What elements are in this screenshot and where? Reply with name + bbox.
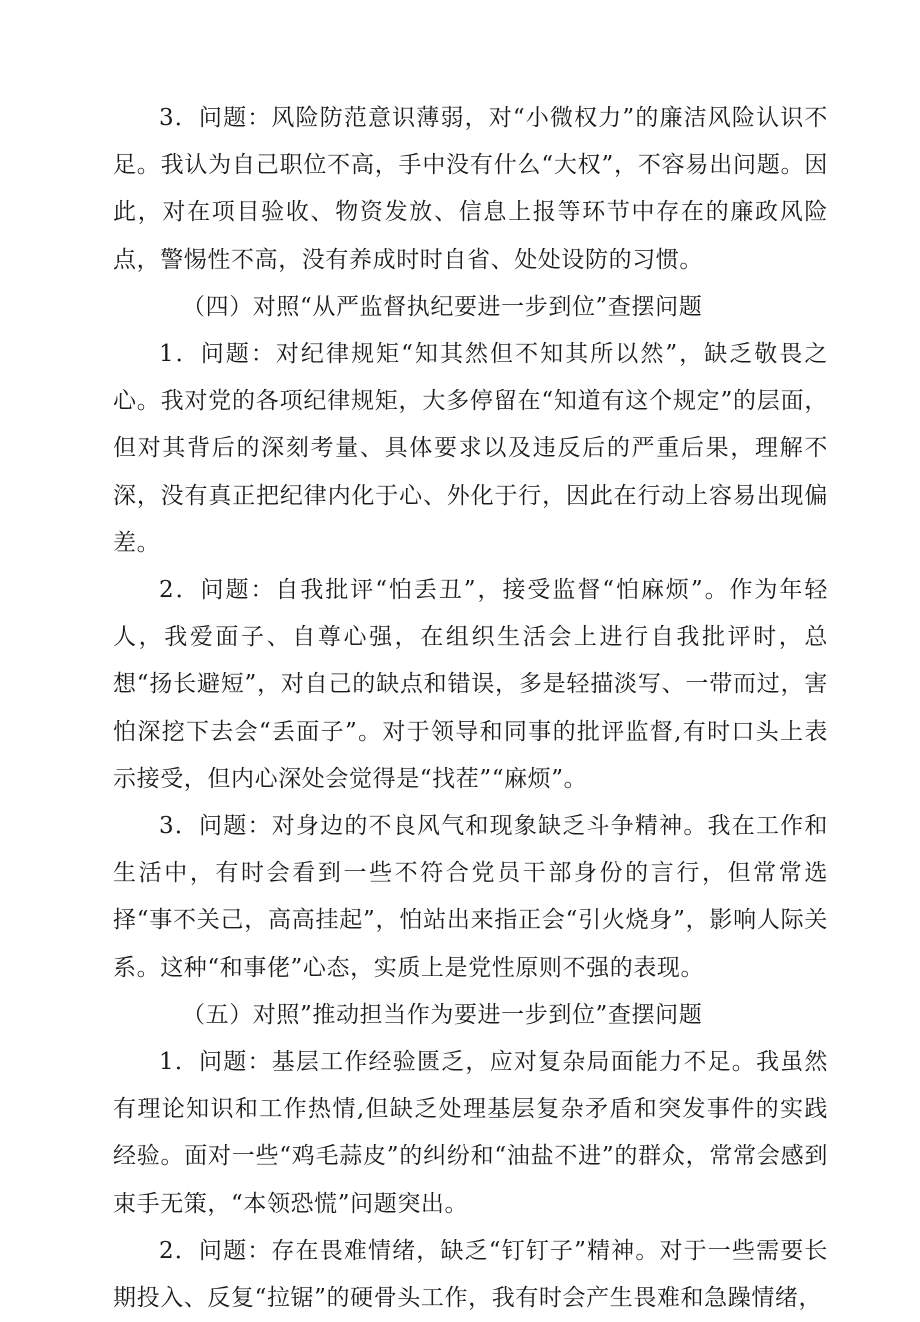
section-heading-5: （五）对照”推动担当作为要进一步到位”查摆问题 <box>182 1001 703 1028</box>
paragraph-grassroots-experience: 1．问题：基层工作经验匮乏，应对复杂局面能力不足。我虽然有理论知识和工作热情,但缺乏处理基层复杂矛盾和突发事件的实践经验。面对一些“鸡毛蒜皮”的纠纷和“油盐不进”的群众，常常会感到束手无策，“本领恐慌”问题突出。 <box>113 1049 828 1217</box>
section-heading-4: （四）对照“从严监督执纪要进一步到位”查摆问题 <box>182 293 703 320</box>
paragraph-fighting-spirit: 3．问题：对身边的不良风气和现象缺乏斗争精神。我在工作和生活中，有时会看到一些不符合党员干部身份的言行，但常常选择“事不关己，高高挂起”，怕站出来指正会“引火烧身”，影响人际关系。这种“和事佬”心态，实质上是党性原则不强的表现。 <box>113 813 828 981</box>
paragraph-self-criticism: 2．问题：自我批评“怕丢丑”，接受监督“怕麻烦”。作为年轻人，我爱面子、自尊心强，在组织生活会上进行自我批评时，总想“扬长避短”，对自己的缺点和错误，多是轻描淡写、一带而过，害怕深挖下去会“丢面子”。对于领导和同事的批评监督,有时口头上表示接受，但内心深处会觉得是“找茬”“麻烦”。 <box>113 577 828 792</box>
paragraph-discipline-rules: 1．问题：对纪律规矩“知其然但不知其所以然”，缺乏敬畏之心。我对党的各项纪律规矩，大多停留在“知道有这个规定”的层面，但对其背后的深刻考量、具体要求以及违反后的严重后果，理解不深，没有真正把纪律内化于心、外化于行，因此在行动上容易出现偏差。 <box>113 341 828 556</box>
paragraph-risk-awareness: 3．问题：风险防范意识薄弱，对“小微权力”的廉洁风险认识不足。我认为自己职位不高，手中没有什么“大权”，不容易出问题。因此，对在项目验收、物资发放、信息上报等环节中存在的廉政风险点，警惕性不高，没有养成时时自省、处处设防的习惯。 <box>113 105 828 273</box>
paragraph-fear-of-difficulty: 2．问题：存在畏难情绪，缺乏“钉钉子”精神。对于一些需要长期投入、反复“拉锯”的硬骨头工作，我有时会产生畏难和急躁情绪， <box>113 1237 828 1312</box>
